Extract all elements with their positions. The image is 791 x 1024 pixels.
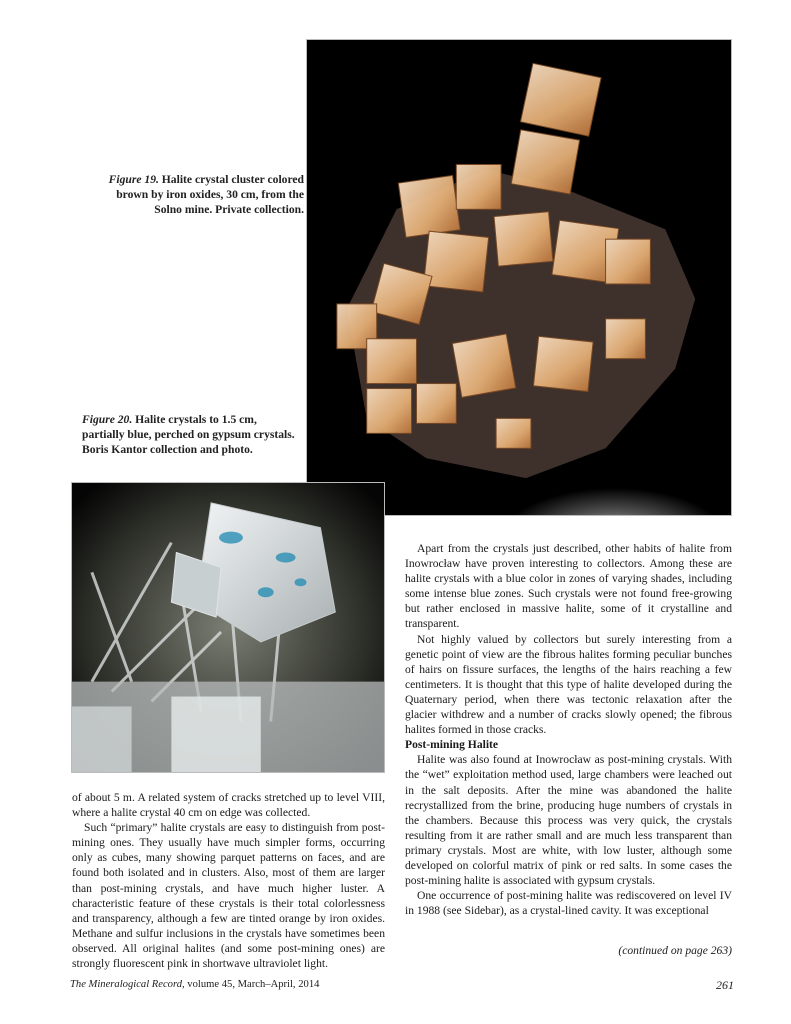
paragraph: Not highly valued by collectors but surely interesting from a genetic point of view are the fibrous halites forming peculiar bunches of hairs on fissure surfaces, the lengths of the hairs reaching a few centimeters. It is thought that this type of halite developed during the Quaternary period, when there was tectonic relaxation after the glacier withdrew and a number of cracks slowly opened; the fibrous halites formed in those cracks. — [405, 632, 732, 737]
paragraph: One occurrence of post-mining halite was rediscovered on level IV in 1988 (see Sidebar), as a crystal-lined cavity. It was exceptional — [405, 889, 732, 918]
left-column-text — [72, 790, 385, 971]
journal-title: The Mineralogical Record, — [70, 979, 185, 990]
blue-halite-image — [72, 483, 384, 772]
paragraph: Apart from the crystals just described, other habits of halite from Inowrocław have proven interesting to collectors. Among these are halite crystals with a blue color in zones of varying shades, including some intense blue zones. Such crystals were not found free-growing but rather enclosed in massive halite, some of it crystalline and transparent. — [405, 542, 732, 631]
figure-20-caption-text: Halite crystals to 1.5 cm, partially blue, perched on gypsum crystals. Boris Kantor collection and photo. — [82, 413, 295, 456]
figure-20-label: Figure 20. — [82, 413, 133, 426]
issue-info: volume 45, March–April, 2014 — [184, 979, 320, 990]
right-column-text — [405, 541, 732, 918]
paragraph: Such “primary” halite crystals are easy to distinguish from post-mining ones. They usually have much simpler forms, occurring only as cubes, many showing parquet patterns on faces, and are found both isolated and in clusters. Also, most of them are larger than post-mining crystals, and have much higher luster. A characteristic feature of these crystals is their total colorlessness and transparency, although a few are tinted orange by iron oxides. Methane and sulfur inclusions in the crystals have sometimes been observed. All original halites (and some post-mining ones) are strongly fluorescent pink in shortwave ultraviolet light. — [72, 821, 385, 971]
figure-19-caption — [96, 172, 304, 217]
page-footer — [70, 979, 734, 990]
figure-19-label: Figure 19. — [108, 173, 159, 186]
continued-note: (continued on page 263) — [618, 944, 732, 957]
figure-20-caption — [82, 412, 302, 457]
figure-20-photo — [71, 482, 385, 773]
paragraph: of about 5 m. A related system of cracks stretched up to level VIII, where a halite crystal 40 cm on edge was collected. — [72, 791, 385, 820]
page-number: 261 — [716, 978, 734, 992]
halite-cluster-image — [307, 40, 731, 515]
figure-19-caption-text: Halite crystal cluster colored brown by iron oxides, 30 cm, from the Solno mine. Private collection. — [116, 173, 304, 216]
section-heading: Post-mining Halite — [405, 738, 499, 752]
paragraph: Halite was also found at Inowrocław as post-mining crystals. With the “wet” exploitation method used, large chambers were leached out in the salt deposits. After the mine was abandoned the halite recrystallized from the brine, producing huge numbers of crystals in the chambers. Because this process was very quick, the crystals resulting from it are rather small and are much less transparent than primary crystals. Most are white, with low luster, although some developed on colorful matrix of pink or red salts. In some cases the post-mining halite is associated with gypsum crystals. — [405, 753, 732, 888]
figure-19-photo — [306, 39, 732, 516]
